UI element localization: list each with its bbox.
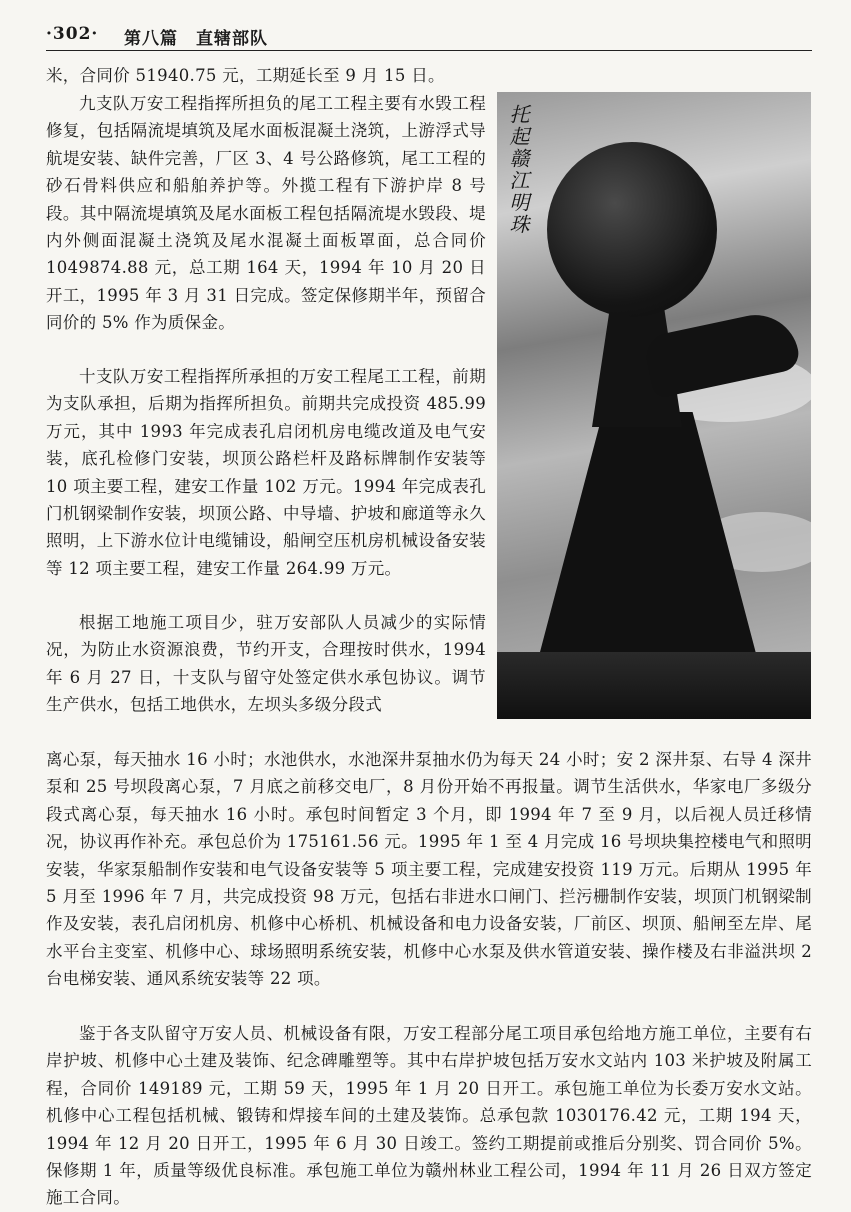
section-title: 第八篇 直辖部队 xyxy=(124,29,268,49)
paragraph-continued: 米，合同价 51940.75 元，工期延长至 9 月 15 日。 xyxy=(46,66,445,85)
header-rule xyxy=(46,50,812,51)
monument-photo xyxy=(497,92,811,719)
paragraph-team-ten: 十支队万安工程指挥所承担的万安工程尾工工程，前期为支队承担，后期为指挥所担负。前期共完成投资 485.99 万元，其中 1993 年完成表孔启闭机房电缆改道及电气安装，底孔检修门安装，坝顶公路栏杆及路标牌制作安装等 10 项主要工程，建安工作量 102 万元。1994 年完成表孔门机钢梁制作安装，坝顶公路、中导墙、护坡和廊道等永久照明，上下游水位计电缆铺设，船闸空压机房机械设备安装等 12 项主要工程，建安工作量 264.99 万元。 xyxy=(46,367,486,578)
paragraph-team-nine: 九支队万安工程指挥所担负的尾工工程主要有水毁工程修复，包括隔流堤填筑及尾水面板混凝土浇筑，上游浮式导航堤安装、缺件完善，厂区 3、4 号公路修筑，尾工工程的砂石骨料供应和船舶养护等。外揽工程有下游护岸 8 号段。其中隔流堤填筑及尾水面板工程包括隔流堤水毁段、堤内外侧面混凝土浇筑及尾水混凝土面板罩面，总合同价 1049874.88 元，总工期 164 天，1994 年 10 月 20 日开工，1995 年 3 月 31 日完成。签定保修期半年，预留合同价的 5% 作为质保金。 xyxy=(46,94,486,333)
photo-caption: 托起赣江明珠 xyxy=(506,104,530,236)
running-header xyxy=(46,18,812,48)
paragraph-water-supply-continued: 离心泵，每天抽水 16 小时；水池供水，水池深井泵抽水仍为每天 24 小时；安 2 深井泵、右导 4 深井泵和 25 号坝段离心泵，7 月底之前移交电厂，8 月份开始不再报量。调节生活供水，华家电厂多级分段式离心泵，每天抽水 16 小时。承包时间暂定 3 个月，即 1994 年 7 至 9 月，以后视人员迁移情况，协议再作补充。承包总价为 175161.56 元。1995 年 1 至 4 月完成 16 号坝块集控楼电气和照明安装，华家泵船制作安装和电气设备安装等 5 项主要工程，完成建安投资 119 万元。后期从 1995 年 5 月至 1996 年 7 月，共完成投资 98 万元，包括右非进水口闸门、拦污栅制作安装，坝顶门机钢梁制作及安装，表孔启闭机房、机修中心桥机、机械设备和电力设备安装，厂前区、坝顶、船闸至左岸、尾水平台主变室、机修中心、球场照明系统安装，机修中心水泵及供水管道安装、操作楼及右非溢洪坝 2 台电梯安装、通风系统安装等 22 项。 xyxy=(46,750,812,989)
paragraph-water-supply: 根据工地施工项目少，驻万安部队人员减少的实际情况，为防止水资源浪费，节约开支，合理按时供水，1994 年 6 月 27 日，十支队与留守处签定供水承包协议。调节生产供水，包括工地供水，左坝头多级分段式 xyxy=(46,613,486,715)
page-number: ·302· xyxy=(46,24,99,44)
paragraph-subcontract: 鉴于各支队留守万安人员、机械设备有限，万安工程部分尾工项目承包给地方施工单位，主要有右岸护坡、机修中心土建及装饰、纪念碑雕塑等。其中右岸护坡包括万安水文站内 103 米护坡及附属工程，合同价 149189 元，工期 59 天，1995 年 1 月 20 日开工。承包施工单位为长委万安水文站。机修中心工程包括机械、锻铸和焊接车间的土建及装饰。总承包款 1030176.42 元，工期 194 天，1994 年 12 月 20 日开工，1995 年 6 月 30 日竣工。签约工期提前或推后分别奖、罚合同价 5%。保修期 1 年，质量等级优良标准。承包施工单位为赣州林业工程公司，1994 年 11 月 26 日双方签定施工合同。 xyxy=(46,1024,812,1208)
monument-sphere xyxy=(547,142,717,317)
monument-base xyxy=(497,652,811,719)
